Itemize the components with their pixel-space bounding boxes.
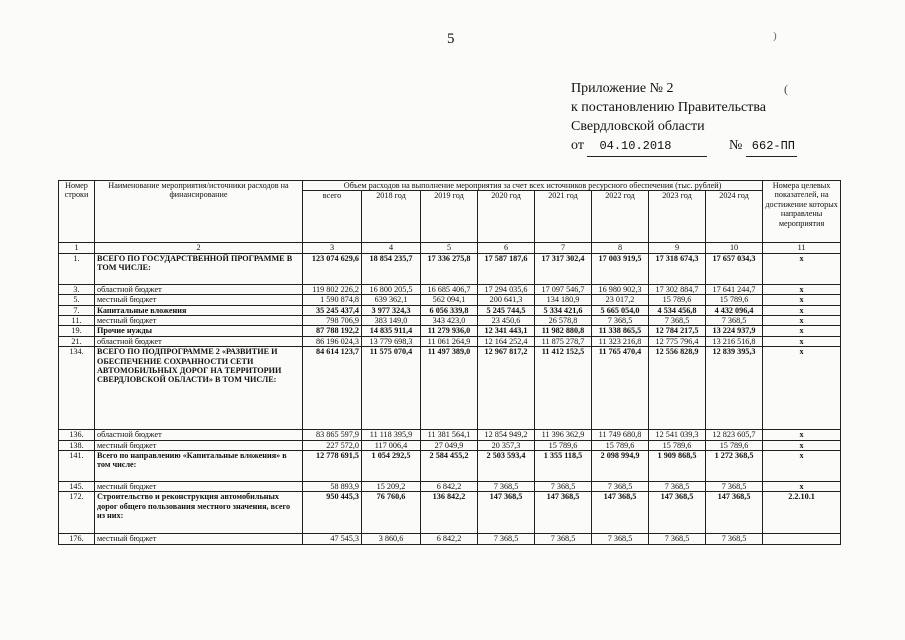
cell-year-value: 17 641 244,7 xyxy=(706,284,763,294)
cell-year-value: 6 056 339,8 xyxy=(421,305,478,315)
cell-year-value: 2 503 593,4 xyxy=(478,451,535,482)
cell-year-value: 1 272 368,5 xyxy=(706,451,763,482)
cell-year-value: 7 368,5 xyxy=(649,482,706,492)
cell-total: 798 706,9 xyxy=(303,316,362,326)
cell-year-value: 17 318 674,3 xyxy=(649,253,706,284)
column-number: 9 xyxy=(649,243,706,253)
cell-year-value: 7 368,5 xyxy=(706,316,763,326)
row-target: x xyxy=(763,430,841,440)
cell-year-value: 14 835 911,4 xyxy=(362,326,421,336)
row-target: x xyxy=(763,284,841,294)
cell-year-value: 11 061 264,9 xyxy=(421,336,478,346)
row-number: 176. xyxy=(59,534,95,544)
cell-year-value: 7 368,5 xyxy=(592,482,649,492)
row-target: 2.2.10.1 xyxy=(763,492,841,534)
table-row xyxy=(59,326,841,336)
header-2024: 2024 год xyxy=(706,191,763,243)
table-row xyxy=(59,305,841,315)
appendix-region: Свердловской области xyxy=(571,119,705,134)
cell-year-value: 11 338 865,5 xyxy=(592,326,649,336)
from-label: от xyxy=(571,138,584,153)
cell-year-value: 1 355 118,5 xyxy=(535,451,592,482)
decree-date: 04.10.2018 xyxy=(587,137,707,157)
cell-year-value: 12 967 817,2 xyxy=(478,347,535,430)
cell-year-value: 16 800 205,5 xyxy=(362,284,421,294)
row-name: областной бюджет xyxy=(95,284,303,294)
cell-total: 86 196 024,3 xyxy=(303,336,362,346)
appendix-title: Приложение № 2 xyxy=(571,81,674,96)
table-row xyxy=(59,430,841,440)
cell-year-value: 639 362,1 xyxy=(362,295,421,305)
cell-year-value: 17 336 275,8 xyxy=(421,253,478,284)
cell-year-value: 7 368,5 xyxy=(706,534,763,544)
row-name: местный бюджет xyxy=(95,316,303,326)
cell-year-value: 12 775 796,4 xyxy=(649,336,706,346)
table-row xyxy=(59,492,841,534)
cell-year-value: 17 317 302,4 xyxy=(535,253,592,284)
cell-year-value: 15 789,6 xyxy=(649,295,706,305)
cell-year-value: 200 641,3 xyxy=(478,295,535,305)
page-number: 5 xyxy=(447,31,455,47)
cell-year-value: 12 839 395,3 xyxy=(706,347,763,430)
row-number: 141. xyxy=(59,451,95,482)
cell-year-value: 147 368,5 xyxy=(649,492,706,534)
cell-year-value: 12 556 828,9 xyxy=(649,347,706,430)
header-targets: Номера целевых показателей, на достижение которых направлены мероприятия xyxy=(763,181,841,243)
cell-year-value: 7 368,5 xyxy=(706,482,763,492)
table-row xyxy=(59,253,841,284)
column-number: 7 xyxy=(535,243,592,253)
column-number: 5 xyxy=(421,243,478,253)
cell-year-value: 136 842,2 xyxy=(421,492,478,534)
corner-mark: ) xyxy=(773,30,777,42)
row-name: местный бюджет xyxy=(95,482,303,492)
row-number: 7. xyxy=(59,305,95,315)
cell-year-value: 11 875 278,7 xyxy=(535,336,592,346)
cell-total: 83 865 597,9 xyxy=(303,430,362,440)
cell-year-value: 117 006,4 xyxy=(362,440,421,450)
cell-year-value: 11 497 389,0 xyxy=(421,347,478,430)
cell-year-value: 7 368,5 xyxy=(478,482,535,492)
cell-total: 12 778 691,5 xyxy=(303,451,362,482)
cell-year-value: 23 017,2 xyxy=(592,295,649,305)
row-name: областной бюджет xyxy=(95,430,303,440)
cell-year-value: 26 578,8 xyxy=(535,316,592,326)
cell-year-value: 12 164 252,4 xyxy=(478,336,535,346)
cell-year-value: 17 657 034,3 xyxy=(706,253,763,284)
row-name: ВСЕГО ПО ГОСУДАРСТВЕННОЙ ПРОГРАММЕ В ТОМ ЧИСЛЕ: xyxy=(95,253,303,284)
cell-year-value: 15 789,6 xyxy=(706,295,763,305)
cell-year-value: 1 909 868,5 xyxy=(649,451,706,482)
row-number: 5. xyxy=(59,295,95,305)
row-number: 134. xyxy=(59,347,95,430)
cell-year-value: 562 094,1 xyxy=(421,295,478,305)
header-volume: Объем расходов на выполнение мероприятия за счет всех источников ресурсного обеспечения (тыс. рублей) xyxy=(303,181,763,191)
cell-total: 950 445,3 xyxy=(303,492,362,534)
cell-year-value: 11 765 470,4 xyxy=(592,347,649,430)
cell-year-value: 17 302 884,7 xyxy=(649,284,706,294)
side-mark: ( xyxy=(784,82,788,96)
row-name: Строительство и реконструкция автомобильных дорог общего пользования местного значения, всего из них: xyxy=(95,492,303,534)
row-target: x xyxy=(763,295,841,305)
row-name: Прочие нужды xyxy=(95,326,303,336)
cell-year-value: 4 432 096,4 xyxy=(706,305,763,315)
header-row-number: Номер строки xyxy=(59,181,95,243)
row-target xyxy=(763,534,841,544)
cell-year-value: 7 368,5 xyxy=(478,534,535,544)
cell-year-value: 15 789,6 xyxy=(592,440,649,450)
cell-year-value: 13 216 516,8 xyxy=(706,336,763,346)
row-target: x xyxy=(763,316,841,326)
column-number: 11 xyxy=(763,243,841,253)
cell-year-value: 7 368,5 xyxy=(649,534,706,544)
header-2018: 2018 год xyxy=(362,191,421,243)
cell-year-value: 11 118 395,9 xyxy=(362,430,421,440)
cell-year-value: 11 412 152,5 xyxy=(535,347,592,430)
cell-year-value: 11 575 070,4 xyxy=(362,347,421,430)
cell-year-value: 12 854 949,2 xyxy=(478,430,535,440)
row-number: 3. xyxy=(59,284,95,294)
cell-total: 47 545,3 xyxy=(303,534,362,544)
cell-year-value: 6 842,2 xyxy=(421,534,478,544)
cell-year-value: 2 584 455,2 xyxy=(421,451,478,482)
cell-year-value: 11 381 564,1 xyxy=(421,430,478,440)
cell-year-value: 3 860,6 xyxy=(362,534,421,544)
row-target: x xyxy=(763,305,841,315)
cell-total: 227 572,0 xyxy=(303,440,362,450)
cell-year-value: 15 209,2 xyxy=(362,482,421,492)
cell-year-value: 16 980 902,3 xyxy=(592,284,649,294)
cell-year-value: 11 323 216,8 xyxy=(592,336,649,346)
cell-year-value: 1 054 292,5 xyxy=(362,451,421,482)
cell-year-value: 17 003 919,5 xyxy=(592,253,649,284)
column-number: 6 xyxy=(478,243,535,253)
number-label: № xyxy=(728,138,743,153)
row-target: x xyxy=(763,451,841,482)
cell-year-value: 27 049,9 xyxy=(421,440,478,450)
cell-year-value: 76 760,6 xyxy=(362,492,421,534)
row-number: 21. xyxy=(59,336,95,346)
cell-year-value: 11 982 880,8 xyxy=(535,326,592,336)
cell-year-value: 18 854 235,7 xyxy=(362,253,421,284)
cell-year-value: 147 368,5 xyxy=(592,492,649,534)
decree-number: 662-ПП xyxy=(746,137,797,157)
cell-year-value: 15 789,6 xyxy=(535,440,592,450)
cell-year-value: 5 245 744,5 xyxy=(478,305,535,315)
cell-year-value: 7 368,5 xyxy=(592,534,649,544)
cell-total: 35 245 437,4 xyxy=(303,305,362,315)
cell-year-value: 12 823 605,7 xyxy=(706,430,763,440)
table-row xyxy=(59,316,841,326)
cell-year-value: 7 368,5 xyxy=(592,316,649,326)
cell-year-value: 20 357,3 xyxy=(478,440,535,450)
cell-year-value: 12 341 443,1 xyxy=(478,326,535,336)
cell-year-value: 343 423,0 xyxy=(421,316,478,326)
cell-year-value: 383 149,0 xyxy=(362,316,421,326)
appendix-decree: к постановлению Правительства xyxy=(571,100,767,115)
table-row xyxy=(59,295,841,305)
cell-year-value: 15 789,6 xyxy=(649,440,706,450)
row-number: 19. xyxy=(59,326,95,336)
table-body xyxy=(59,253,841,544)
cell-year-value: 2 098 994,9 xyxy=(592,451,649,482)
cell-total: 119 802 226,2 xyxy=(303,284,362,294)
table-row xyxy=(59,336,841,346)
column-number: 4 xyxy=(362,243,421,253)
row-number: 136. xyxy=(59,430,95,440)
cell-total: 123 074 629,6 xyxy=(303,253,362,284)
header-2019: 2019 год xyxy=(421,191,478,243)
cell-year-value: 13 224 937,9 xyxy=(706,326,763,336)
row-number: 138. xyxy=(59,440,95,450)
cell-year-value: 4 534 456,8 xyxy=(649,305,706,315)
cell-year-value: 23 450,6 xyxy=(478,316,535,326)
row-number: 11. xyxy=(59,316,95,326)
header-2021: 2021 год xyxy=(535,191,592,243)
cell-year-value: 17 587 187,6 xyxy=(478,253,535,284)
cell-year-value: 11 749 680,8 xyxy=(592,430,649,440)
cell-year-value: 15 789,6 xyxy=(706,440,763,450)
cell-total: 1 590 874,8 xyxy=(303,295,362,305)
cell-year-value: 16 685 406,7 xyxy=(421,284,478,294)
appendix-block xyxy=(571,79,797,157)
row-name: местный бюджет xyxy=(95,534,303,544)
header-2022: 2022 год xyxy=(592,191,649,243)
cell-total: 87 788 192,2 xyxy=(303,326,362,336)
cell-year-value: 7 368,5 xyxy=(535,534,592,544)
cell-year-value: 147 368,5 xyxy=(535,492,592,534)
header-2020: 2020 год xyxy=(478,191,535,243)
row-target: x xyxy=(763,440,841,450)
column-number: 2 xyxy=(95,243,303,253)
cell-year-value: 6 842,2 xyxy=(421,482,478,492)
column-number: 8 xyxy=(592,243,649,253)
cell-year-value: 11 279 936,0 xyxy=(421,326,478,336)
column-number: 1 xyxy=(59,243,95,253)
cell-year-value: 11 396 362,9 xyxy=(535,430,592,440)
row-number: 145. xyxy=(59,482,95,492)
header-total: всего xyxy=(303,191,362,243)
cell-year-value: 17 294 035,6 xyxy=(478,284,535,294)
row-name: областной бюджет xyxy=(95,336,303,346)
cell-year-value: 147 368,5 xyxy=(478,492,535,534)
row-name: местный бюджет xyxy=(95,440,303,450)
cell-year-value: 5 665 054,0 xyxy=(592,305,649,315)
row-name: Всего по направлению «Капитальные вложения» в том числе: xyxy=(95,451,303,482)
cell-year-value: 12 784 217,5 xyxy=(649,326,706,336)
cell-year-value: 12 541 039,3 xyxy=(649,430,706,440)
column-number: 10 xyxy=(706,243,763,253)
cell-year-value: 147 368,5 xyxy=(706,492,763,534)
row-target: x xyxy=(763,336,841,346)
cell-year-value: 7 368,5 xyxy=(535,482,592,492)
column-numbers-row xyxy=(59,243,841,253)
cell-year-value: 134 180,9 xyxy=(535,295,592,305)
appendix-date-line xyxy=(571,136,797,157)
cell-total: 84 614 123,7 xyxy=(303,347,362,430)
table-row xyxy=(59,284,841,294)
row-target: x xyxy=(763,482,841,492)
header-name: Наименование мероприятия/источники расходов на финансирование xyxy=(95,181,303,243)
table-row xyxy=(59,347,841,430)
row-number: 172. xyxy=(59,492,95,534)
column-number: 3 xyxy=(303,243,362,253)
header-2023: 2023 год xyxy=(649,191,706,243)
cell-year-value: 3 977 324,3 xyxy=(362,305,421,315)
cell-year-value: 13 779 698,3 xyxy=(362,336,421,346)
expenditure-table xyxy=(58,180,841,545)
row-name: Капитальные вложения xyxy=(95,305,303,315)
row-name: местный бюджет xyxy=(95,295,303,305)
row-target: x xyxy=(763,253,841,284)
cell-year-value: 7 368,5 xyxy=(649,316,706,326)
cell-total: 58 893,9 xyxy=(303,482,362,492)
table-row xyxy=(59,482,841,492)
table-row xyxy=(59,451,841,482)
table-row xyxy=(59,534,841,544)
table-row xyxy=(59,440,841,450)
cell-year-value: 17 097 546,7 xyxy=(535,284,592,294)
row-target: x xyxy=(763,347,841,430)
row-name: ВСЕГО ПО ПОДПРОГРАММЕ 2 «РАЗВИТИЕ И ОБЕСПЕЧЕНИЕ СОХРАННОСТИ СЕТИ АВТОМОБИЛЬНЫХ ДОРОГ НА ТЕРРИТОРИИ СВЕРДЛОВСКОЙ ОБЛАСТИ» В ТОМ ЧИСЛЕ: xyxy=(95,347,303,430)
cell-year-value: 5 334 421,6 xyxy=(535,305,592,315)
row-number: 1. xyxy=(59,253,95,284)
row-target: x xyxy=(763,326,841,336)
